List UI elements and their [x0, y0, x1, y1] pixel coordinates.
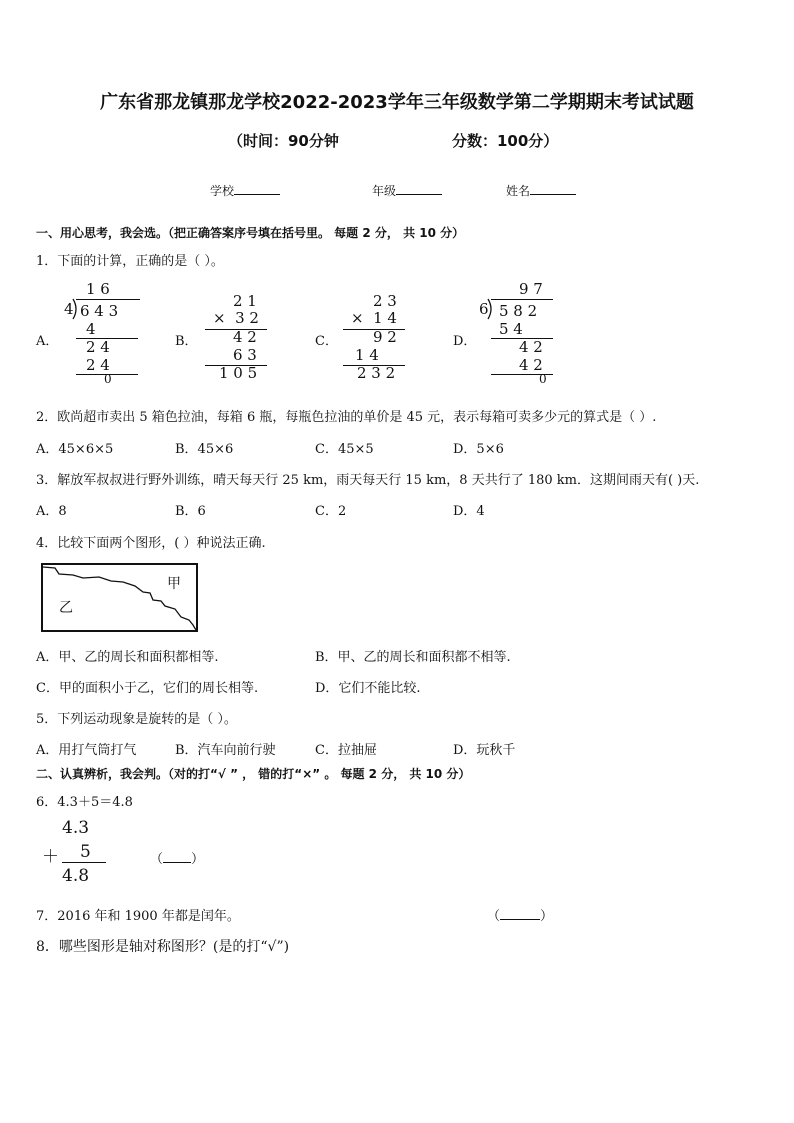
grade-blank[interactable] [396, 182, 442, 195]
exam-time: （时间：90分钟 [228, 132, 339, 150]
q1-label-d: D． [453, 334, 477, 349]
q1-calc-a [62, 280, 144, 388]
partial2: 6 3 [233, 346, 257, 364]
exam-score: 分数：100分） [452, 132, 559, 150]
q7-answer-paren[interactable] [487, 905, 553, 924]
grade-field[interactable] [372, 182, 442, 199]
q5-text: 5．下列运动现象是旋转的是（ ）。 [36, 712, 237, 727]
paren-close: ） [191, 852, 205, 867]
q5-option-c[interactable]: C．拉抽屉 [315, 743, 377, 758]
q2-option-c[interactable]: C．45×5 [315, 442, 374, 457]
q5-option-d[interactable]: D．玩秋千 [453, 743, 516, 758]
dividend: 6 4 3 [80, 302, 119, 320]
step3: 4 2 [519, 356, 543, 374]
q1-calc-c [343, 292, 413, 382]
q5-option-a[interactable]: A．用打气筒打气 [36, 743, 137, 758]
multiplier: × 1 4 [351, 309, 397, 327]
q1-text: 1．下面的计算，正确的是（ ）。 [36, 254, 224, 269]
product: 2 3 2 [357, 364, 396, 382]
multiplier: × 3 2 [213, 309, 259, 327]
q3-text: 3．解放军叔叔进行野外训练，晴天每天行 25 km，雨天每天行 15 km，8 天共行了 180 km．这期间雨天有( )天. [36, 473, 700, 488]
paren-close: ） [540, 909, 554, 924]
q3-option-c[interactable]: C．2 [315, 504, 347, 519]
addend-bottom: 5 [80, 842, 91, 862]
q2-option-b[interactable]: B．45×6 [175, 442, 234, 457]
q1-label-a: A． [36, 334, 59, 349]
answer-blank[interactable] [163, 862, 191, 863]
q8-text: 8．哪些图形是轴对称图形？(是的打“√”) [36, 939, 290, 955]
step1: 4 [86, 320, 96, 338]
q6-text: 6．4.3＋5＝4.8 [36, 795, 133, 810]
sum: 4.8 [62, 866, 90, 886]
q3-option-a[interactable]: A．8 [36, 504, 67, 519]
q3-option-d[interactable]: D．4 [453, 504, 485, 519]
paren-open: （ [150, 852, 164, 867]
remainder: 0 [104, 372, 112, 386]
divisor: 4 [64, 300, 74, 318]
q4-text: 4．比较下面两个图形，( ）种说法正确. [36, 536, 266, 551]
q2-option-a[interactable]: A．45×6×5 [36, 442, 114, 457]
name-blank[interactable] [530, 182, 576, 195]
q4-option-a[interactable]: A．甲、乙的周长和面积都相等. [36, 650, 219, 665]
q1-calc-d [477, 280, 559, 388]
paren-open: （ [487, 909, 501, 924]
school-field[interactable] [210, 182, 280, 199]
page-title: 广东省那龙镇那龙学校2022-2023学年三年级数学第二学期期末考试试题 [100, 92, 694, 113]
label-jia: 甲 [167, 576, 181, 592]
name-label: 姓名 [506, 184, 531, 198]
multiplicand: 2 3 [373, 292, 397, 310]
quotient: 1 6 [86, 280, 110, 298]
label-yi: 乙 [59, 600, 73, 616]
grade-label: 年级 [372, 184, 397, 198]
step2: 2 4 [86, 338, 110, 356]
plus-sign: ＋ [42, 847, 59, 867]
q4-shape-figure [41, 563, 198, 632]
section1-heading: 一、用心思考，我会选。（把正确答案序号填在括号里。 每题 2 分， 共 10 分） [36, 226, 465, 240]
answer-blank[interactable] [500, 919, 540, 920]
q2-option-d[interactable]: D．5×6 [453, 442, 504, 457]
school-label: 学校 [210, 184, 235, 198]
q4-option-b[interactable]: B．甲、乙的周长和面积都不相等. [315, 650, 511, 665]
q1-label-b: B． [175, 334, 198, 349]
multiplicand: 2 1 [233, 292, 257, 310]
partial2: 1 4 [355, 346, 379, 364]
quotient: 9 7 [519, 280, 543, 298]
q2-text: 2．欧尚超市卖出 5 箱色拉油，每箱 6 瓶，每瓶色拉油的单价是 45 元，表示每箱可卖多少元的算式是（ ）. [36, 410, 657, 425]
q1-label-c: C． [315, 334, 338, 349]
q3-option-b[interactable]: B．6 [175, 504, 206, 519]
addend-top: 4.3 [62, 818, 90, 838]
dividend: 5 8 2 [499, 302, 538, 320]
partial1: 9 2 [373, 328, 397, 346]
step3: 2 4 [86, 356, 110, 374]
step2: 4 2 [519, 338, 543, 356]
q1-calc-b [205, 292, 275, 382]
partial1: 4 2 [233, 328, 257, 346]
remainder: 0 [539, 372, 547, 386]
q5-option-b[interactable]: B．汽车向前行驶 [175, 743, 276, 758]
name-field[interactable] [506, 182, 576, 199]
section2-heading: 二、认真辨析，我会判。（对的打“√ ” ， 错的打“×” 。 每题 2 分， 共 10 分） [36, 767, 471, 781]
q4-option-d[interactable]: D．它们不能比较. [315, 681, 421, 696]
q7-text: 7．2016 年和 1900 年都是闰年。 [36, 909, 240, 924]
q4-option-c[interactable]: C．甲的面积小于乙，它们的周长相等. [36, 681, 259, 696]
step1: 5 4 [499, 320, 523, 338]
divisor: 6 [479, 300, 489, 318]
product: 1 0 5 [219, 364, 258, 382]
school-blank[interactable] [234, 182, 280, 195]
q6-answer-paren[interactable] [150, 848, 204, 867]
